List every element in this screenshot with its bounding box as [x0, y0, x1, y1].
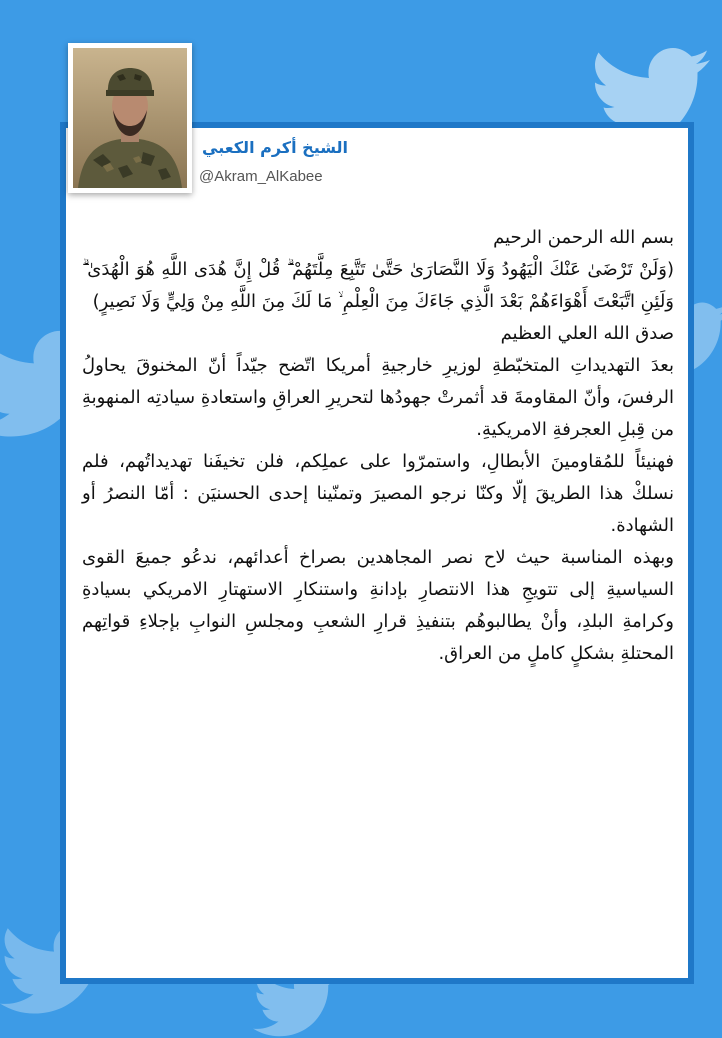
tweet-body — [82, 222, 674, 670]
paragraph-threats: بعدَ التهديداتِ المتخبّطةِ لوزيرِ خارجيةِ أمريكا اتّضح جيّداً أنّ المخنوقَ يحاولُ الرفسَ، وأنّ المقاومةَ قد أثمرتْ جهودُها لتحريرِ العراقِ واستعادةِ سيادتِه المنهوبةِ من قِبلِ العجرفةِ الامريكيةِ. — [82, 355, 674, 440]
user-handle[interactable]: @Akram_AlKabee — [199, 168, 323, 185]
paragraph-congratulations: فهنيئاً للمُقاومينَ الأبطالِ، واستمرّوا على عملِكم، فلن تخيفَنا تهديداتُهم، فلم نسلكْ هذا الطريقَ إلّا وكنّا نرجو المصيرَ وتمنّينا إحدى الحسنيَن : أمّا النصرُ أو الشهادة. — [82, 451, 674, 536]
paragraph-call-to-action: وبهذه المناسبة حيث لاح نصر المجاهدين بصراخ أعدائهم، ندعُو جميعَ القوى السياسيةِ إلى تتويجِ هذا الانتصارِ بإدانةِ واستنكارِ الاستهتارِ الامريكي بسيادةِ وكرامةِ البلدِ، وأنْ يطالبوهُم بتنفيذِ قرارِ الشعبِ ومجلسِ النوابِ بإجلاءِ قواتِهم المحتلةِ بشكلٍ كاملٍ من العراق. — [82, 547, 674, 664]
sadaqa-line: صدق الله العلي العظيم — [500, 323, 674, 344]
avatar[interactable] — [68, 43, 192, 193]
display-name[interactable]: الشيخ أكرم الكعبي — [202, 138, 348, 157]
quran-verse: (وَلَنْ تَرْضَىٰ عَنْكَ الْيَهُودُ وَلَا النَّصَارَىٰ حَتَّىٰ تَتَّبِعَ مِلَّتَهُمْ ۗ قُلْ إِنَّ هُدَى اللَّهِ هُوَ الْهُدَىٰ ۗ وَلَئِنِ اتَّبَعْتَ أَهْوَاءَهُمْ بَعْدَ الَّذِي جَاءَكَ مِنَ الْعِلْمِ ۙ مَا لَكَ مِنَ اللَّهِ مِنْ وَلِيٍّ وَلَا نَصِيرٍ) — [82, 259, 674, 312]
profile-photo — [73, 48, 187, 188]
basmala-line: بسم الله الرحمن الرحيم — [493, 227, 674, 248]
